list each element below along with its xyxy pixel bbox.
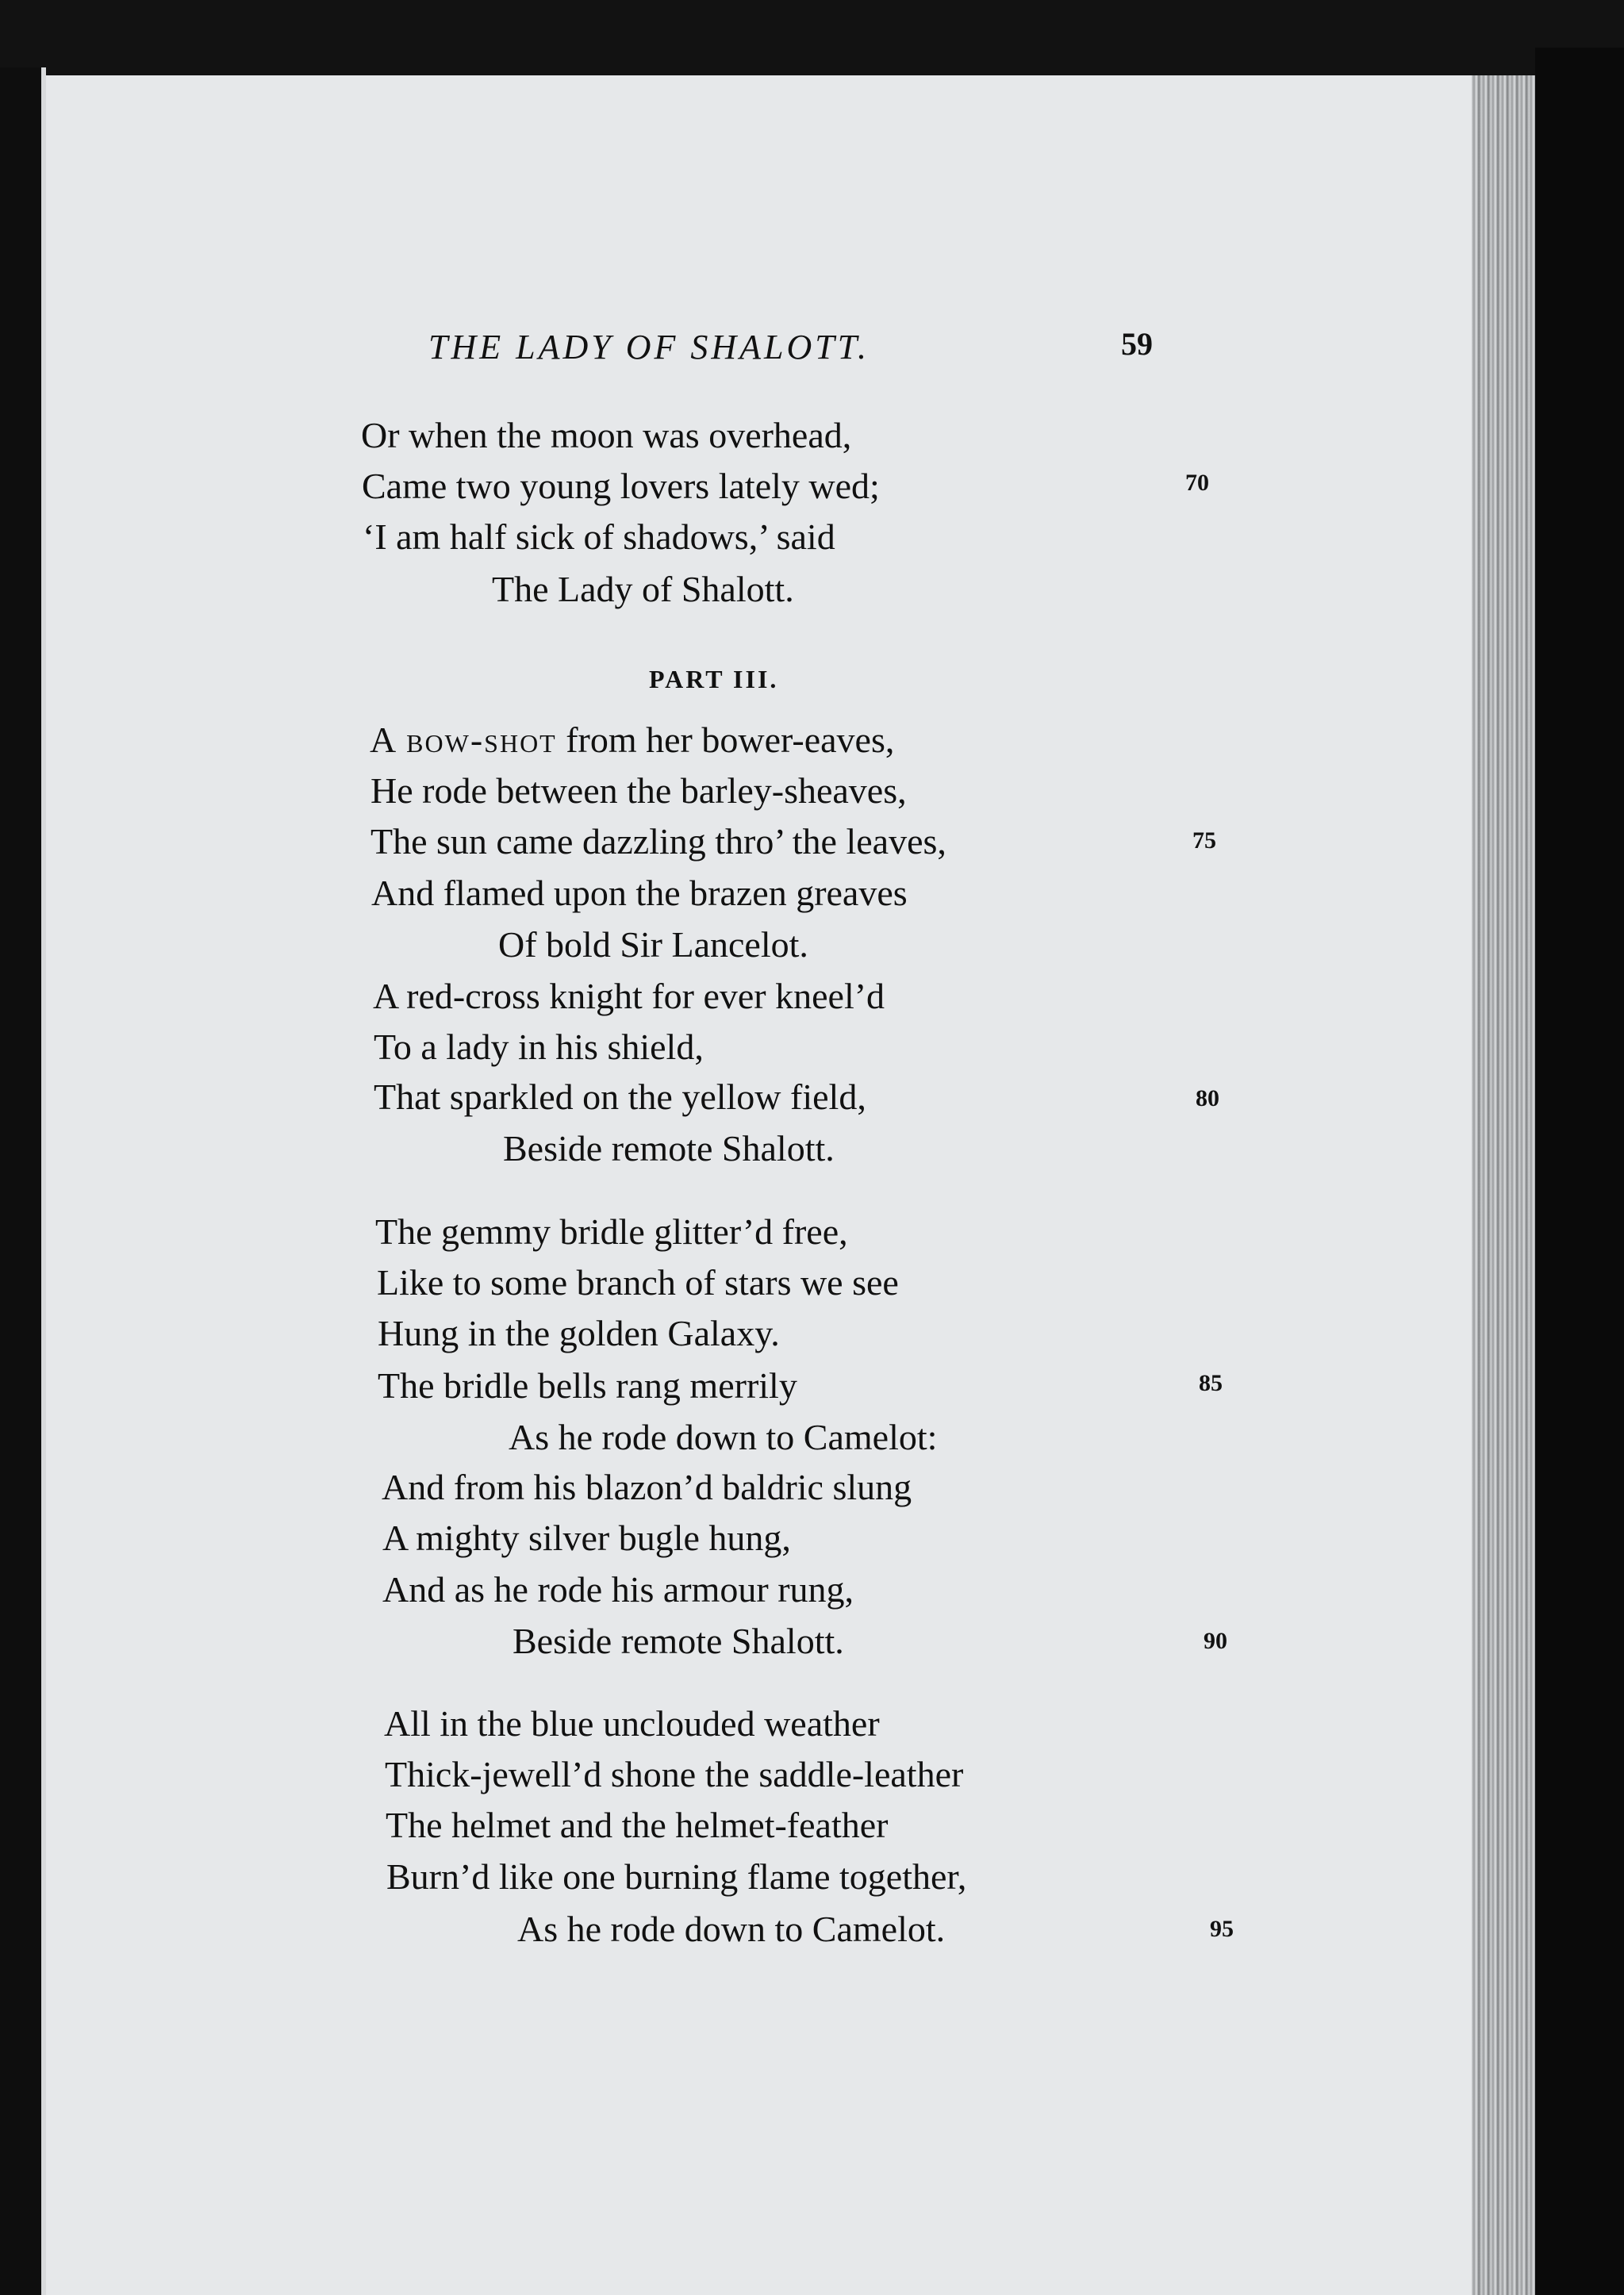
page-edges [1472, 75, 1535, 2295]
verse-line: Thick-jewell’d shone the saddle-leather [385, 1754, 964, 1794]
verse-line-refrain: Beside remote Shalott. [513, 1621, 844, 1661]
verse-line-refrain: Beside remote Shalott. [503, 1128, 835, 1169]
verse-line-rest: from her bower-eaves, [556, 720, 895, 760]
verse-line: Hung in the golden Galaxy. [378, 1313, 780, 1353]
verse-line-refrain: As he rode down to Camelot. [517, 1909, 946, 1949]
verse-line-refrain: The Lady of Shalott. [492, 569, 794, 609]
verse-line: All in the blue unclouded weather [384, 1703, 880, 1744]
verse-line: And flamed upon the brazen greaves [371, 873, 908, 913]
verse-line: The helmet and the helmet-feather [386, 1805, 889, 1845]
opening-small-caps: A bow-shot [370, 720, 557, 760]
verse-line: Burn’d like one burning flame together, [386, 1856, 967, 1897]
verse-line: He rode between the barley-sheaves, [370, 770, 907, 811]
verse-line [370, 719, 894, 761]
book-page [46, 75, 1482, 2295]
verse-line: The gemmy bridle glitter’d free, [375, 1211, 848, 1252]
verse-line: The sun came dazzling thro’ the leaves, [370, 821, 946, 862]
verse-line: And as he rode his armour rung, [382, 1569, 854, 1610]
line-number: 90 [1204, 1628, 1227, 1654]
verse-line-refrain: As he rode down to Camelot: [509, 1417, 938, 1457]
verse-line: That sparkled on the yellow field, [374, 1077, 866, 1117]
line-number: 85 [1199, 1370, 1223, 1396]
line-number: 75 [1192, 827, 1216, 854]
scan-left-border [0, 67, 46, 2295]
verse-line: A red-cross knight for ever kneel’d [373, 976, 885, 1016]
verse-line: ‘I am half sick of shadows,’ said [363, 516, 835, 557]
verse-line: A mighty silver bugle hung, [382, 1518, 791, 1558]
verse-line: Or when the moon was overhead, [361, 415, 852, 455]
verse-line: Came two young lovers lately wed; [362, 466, 880, 506]
part-heading: PART III. [649, 665, 779, 693]
page-number: 59 [1121, 326, 1153, 362]
verse-line: To a lady in his shield, [374, 1027, 704, 1067]
verse-line: And from his blazon’d baldric slung [382, 1467, 912, 1507]
line-number: 80 [1196, 1085, 1219, 1111]
verse-line: Like to some branch of stars we see [377, 1262, 899, 1303]
line-number: 70 [1185, 470, 1209, 496]
verse-line: The bridle bells rang merrily [378, 1365, 797, 1406]
line-number: 95 [1210, 1916, 1234, 1942]
running-title: THE LADY OF SHALOTT. [428, 328, 870, 367]
scan-top-border [0, 0, 1624, 75]
scan-right-border [1535, 48, 1624, 2295]
verse-line-refrain: Of bold Sir Lancelot. [498, 924, 808, 965]
